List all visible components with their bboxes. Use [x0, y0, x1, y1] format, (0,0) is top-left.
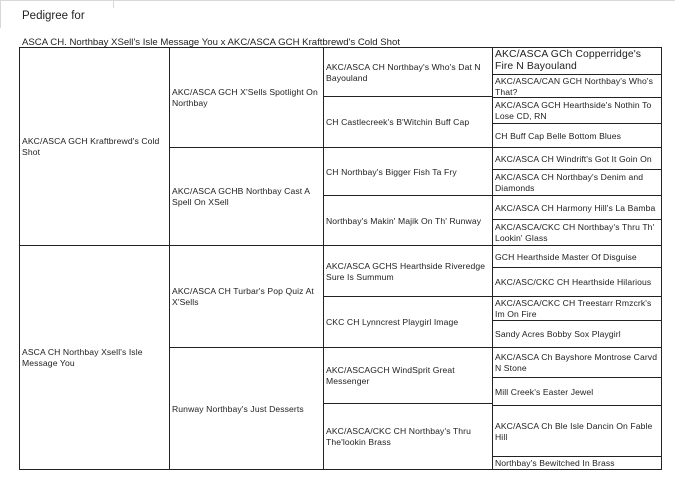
pedigree-ancestor: Mill Creek's Easter Jewel: [492, 377, 662, 406]
pedigree-ancestor: AKC/ASCA Ch Ble Isle Dancin On Fable Hill: [492, 405, 662, 457]
window-top-border: [0, 0, 675, 1]
pedigree-ancestor: AKC/ASCA GCh Copperridge's Fire N Bayouland: [492, 47, 662, 75]
pedigree-ancestor: Northbay's Bewitched In Brass: [492, 456, 662, 470]
pedigree-ancestor: AKC/ASCA CH Windrift's Got It Goin On: [492, 147, 662, 170]
pedigree-grandparent: Runway Northbay's Just Desserts: [169, 347, 324, 470]
pedigree-ancestor: Sandy Acres Bobby Sox Playgirl: [492, 320, 662, 348]
pedigree-great-grandparent: CKC CH Lynncrest Playgirl Image: [323, 296, 493, 348]
pedigree-ancestor: AKC/ASCA CH Northbay's Denim and Diamonds: [492, 169, 662, 196]
pedigree-ancestor: CH Buff Cap Belle Bottom Blues: [492, 123, 662, 148]
ruler-tick: [113, 0, 114, 8]
pedigree-ancestor: AKC/ASC/CKC CH Hearthside Hilarious: [492, 267, 662, 297]
pedigree-subtitle: ASCA CH. Northbay XSell's Isle Message You x AKC/ASCA GCH Kraftbrewd's Cold Shot: [22, 37, 400, 48]
pedigree-ancestor: AKC/ASCA Ch Bayshore Montrose Carvd N Stone: [492, 347, 662, 378]
window-left-border: [0, 0, 1, 28]
pedigree-sire: AKC/ASCA GCH Kraftbrewd's Cold Shot: [19, 47, 170, 246]
pedigree-ancestor: AKC/ASCA/CKC CH Northbay's Thru Th' Lookin' Glass: [492, 219, 662, 246]
pedigree-grandparent: AKC/ASCA GCHB Northbay Cast A Spell On XSell: [169, 147, 324, 246]
pedigree-great-grandparent: AKC/ASCAGCH WindSprit Great Messenger: [323, 347, 493, 404]
pedigree-ancestor: AKC/ASCA/CAN GCH Northbay's Who's That?: [492, 74, 662, 98]
pedigree-grandparent: AKC/ASCA CH Turbar's Pop Quiz At X'Sells: [169, 245, 324, 348]
pedigree-dam: ASCA CH Northbay Xsell's Isle Message You: [19, 245, 170, 470]
pedigree-great-grandparent: CH Northbay's Bigger Fish Ta Fry: [323, 147, 493, 196]
page-heading: Pedigree for: [22, 10, 85, 22]
pedigree-great-grandparent: AKC/ASCA GCHS Hearthside Riveredge Sure Is Summum: [323, 245, 493, 297]
pedigree-ancestor: AKC/ASCA CH Harmony Hill's La Bamba: [492, 195, 662, 220]
pedigree-grandparent: AKC/ASCA GCH X'Sells Spotlight On Northbay: [169, 47, 324, 148]
pedigree-ancestor: AKC/ASCA/CKC CH Treestarr Rmzcrk's Im On Fire: [492, 296, 662, 321]
pedigree-great-grandparent: AKC/ASCA CH Northbay's Who's Dat N Bayouland: [323, 47, 493, 97]
pedigree-great-grandparent: Northbay's Makin' Majik On Th' Runway: [323, 195, 493, 246]
pedigree-ancestor: GCH Hearthside Master Of Disguise: [492, 245, 662, 268]
pedigree-great-grandparent: AKC/ASCA/CKC CH Northbay's Thru The'lookin Brass: [323, 403, 493, 470]
pedigree-ancestor: AKC/ASCA GCH Hearthside's Nothin To Lose CD, RN: [492, 97, 662, 124]
pedigree-great-grandparent: CH Castlecreek's B'Witchin Buff Cap: [323, 96, 493, 148]
pedigree-table: [19, 47, 662, 470]
